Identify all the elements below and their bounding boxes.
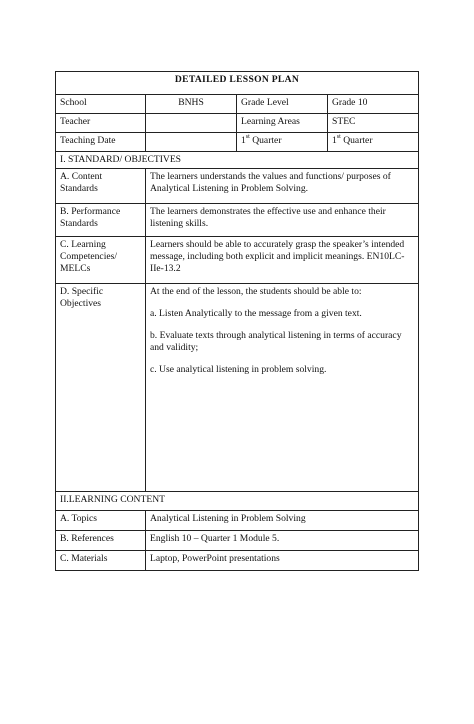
school-label: School	[56, 95, 146, 114]
teacher-label: Teacher	[56, 114, 146, 133]
section-content-row	[56, 492, 419, 511]
quarter-suffix: st	[245, 133, 250, 140]
section-standards-row	[56, 152, 419, 169]
quarter-number: 1	[241, 135, 246, 146]
objectives-label: D. Specific Objectives	[56, 284, 146, 492]
references-text: English 10 – Quarter 1 Module 5.	[146, 531, 419, 551]
grade-level-value: Grade 10	[328, 95, 419, 114]
teaching-date-row	[56, 133, 419, 152]
performance-standards-label: B. Performance Standards	[56, 204, 146, 237]
references-row	[56, 531, 419, 551]
quarter-cell-2	[328, 133, 419, 152]
teaching-date-label: Teaching Date	[56, 133, 146, 152]
school-row	[56, 95, 419, 114]
teaching-date-value	[146, 133, 237, 152]
materials-label: C. Materials	[56, 551, 146, 571]
section-standards-heading: I. STANDARD/ OBJECTIVES	[56, 152, 419, 169]
materials-row	[56, 551, 419, 571]
objectives-row	[56, 284, 419, 492]
teacher-row	[56, 114, 419, 133]
teacher-value	[146, 114, 237, 133]
quarter-text: Quarter	[340, 135, 373, 146]
performance-standards-text: The learners demonstrates the effective use and enhance their listening skills.	[146, 204, 419, 237]
content-standards-label: A. Content Standards	[56, 169, 146, 204]
grade-level-label: Grade Level	[237, 95, 328, 114]
materials-text: Laptop, PowerPoint presentations	[146, 551, 419, 571]
competencies-row	[56, 237, 419, 284]
objectives-intro: At the end of the lesson, the students should be able to:	[150, 286, 362, 297]
references-label: B. References	[56, 531, 146, 551]
objective-item: c. Use analytical listening in problem solving.	[150, 364, 327, 375]
content-standards-text: The learners understands the values and functions/ purposes of Analytical Listening in Problem Solving.	[146, 169, 419, 204]
topics-text: Analytical Listening in Problem Solving	[146, 511, 419, 531]
content-standards-row	[56, 169, 419, 204]
quarter-number: 1	[332, 135, 337, 146]
performance-standards-row	[56, 204, 419, 237]
objectives-cell	[146, 284, 419, 492]
lesson-plan-table	[55, 71, 419, 571]
quarter-text: Quarter	[249, 135, 282, 146]
topics-label: A. Topics	[56, 511, 146, 531]
quarter-cell-1	[237, 133, 328, 152]
learning-areas-value: STEC	[328, 114, 419, 133]
quarter-suffix: st	[336, 133, 341, 140]
title-row	[56, 72, 419, 95]
section-content-heading: II.LEARNING CONTENT	[56, 492, 419, 511]
topics-row	[56, 511, 419, 531]
objective-item: b. Evaluate texts through analytical listening in terms of accuracy and validity;	[150, 330, 402, 353]
learning-areas-label: Learning Areas	[237, 114, 328, 133]
plan-title: DETAILED LESSON PLAN	[56, 72, 419, 95]
competencies-label: C. Learning Competencies/ MELCs	[56, 237, 146, 284]
competencies-text: Learners should be able to accurately grasp the speaker’s intended message, including both explicit and implicit meanings. EN10LC-IIe-13.2	[146, 237, 419, 284]
school-value: BNHS	[146, 95, 237, 114]
objective-item: a. Listen Analytically to the message from a given text.	[150, 308, 362, 319]
